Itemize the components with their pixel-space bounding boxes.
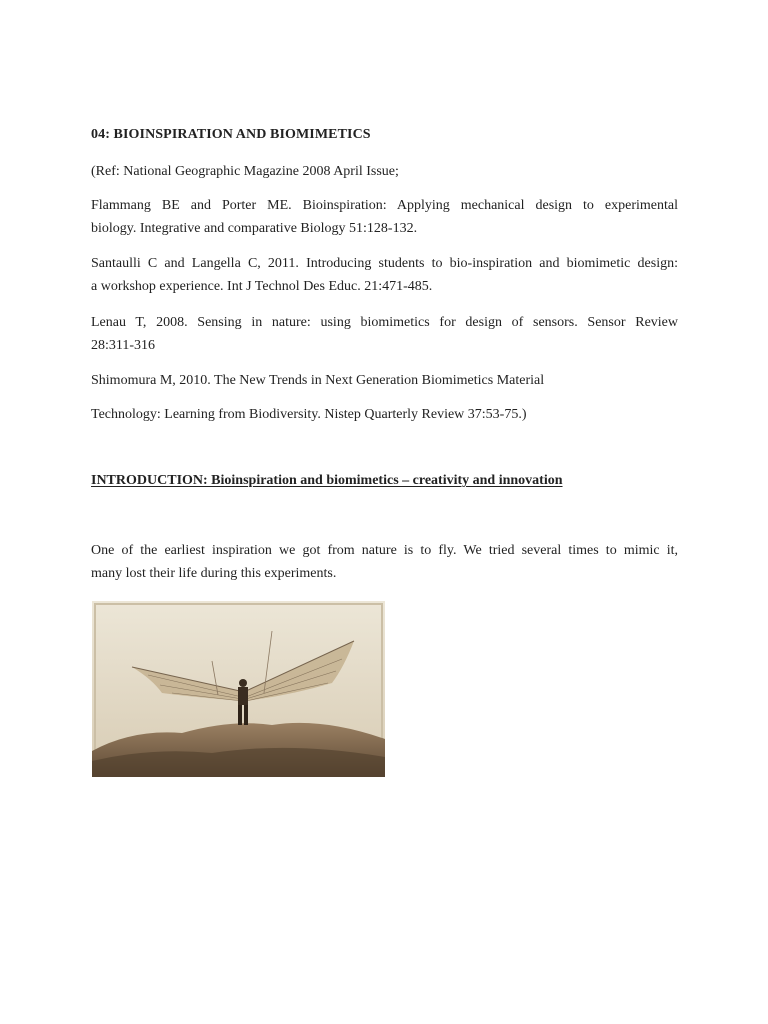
reference-paragraph <box>91 252 678 298</box>
introduction-heading: INTRODUCTION: Bioinspiration and biomimetics – creativity and innovation <box>91 473 563 488</box>
reference-line: Shimomura M, 2010. The New Trends in Next Generation Biomimetics Material <box>91 373 545 388</box>
reference-paragraph <box>91 194 678 240</box>
reference-line: 28:311-316 <box>91 338 156 353</box>
reference-paragraph <box>91 160 678 183</box>
reference-paragraph <box>91 311 678 357</box>
reference-line: Technology: Learning from Biodiversity. Nistep Quarterly Review 37:53-75.) <box>91 407 527 422</box>
reference-line: biology. Integrative and comparative Biology 51:128-132. <box>91 221 418 236</box>
reference-paragraph <box>91 369 678 392</box>
reference-line: Flammang BE and Porter ME. Bioinspiration: Applying mechanical design to experimental <box>91 198 678 213</box>
glider-photo-illustration <box>92 601 385 777</box>
reference-line: (Ref: National Geographic Magazine 2008 April Issue; <box>91 164 399 179</box>
introduction-line: One of the earliest inspiration we got from nature is to fly. We tried several times to mimic it, <box>91 543 678 558</box>
section-heading: 04: BIOINSPIRATION AND BIOMIMETICS <box>91 127 371 142</box>
reference-line: Lenau T, 2008. Sensing in nature: using biomimetics for design of sensors. Sensor Review <box>91 315 678 330</box>
reference-line: Santaulli C and Langella C, 2011. Introducing students to bio-inspiration and biomimetic design: <box>91 256 678 271</box>
reference-line: a workshop experience. Int J Technol Des Educ. 21:471-485. <box>91 279 433 294</box>
glider-flight-photo <box>92 601 385 777</box>
introduction-line: many lost their life during this experiments. <box>91 566 337 581</box>
reference-paragraph <box>91 403 678 426</box>
introduction-paragraph <box>91 539 678 585</box>
